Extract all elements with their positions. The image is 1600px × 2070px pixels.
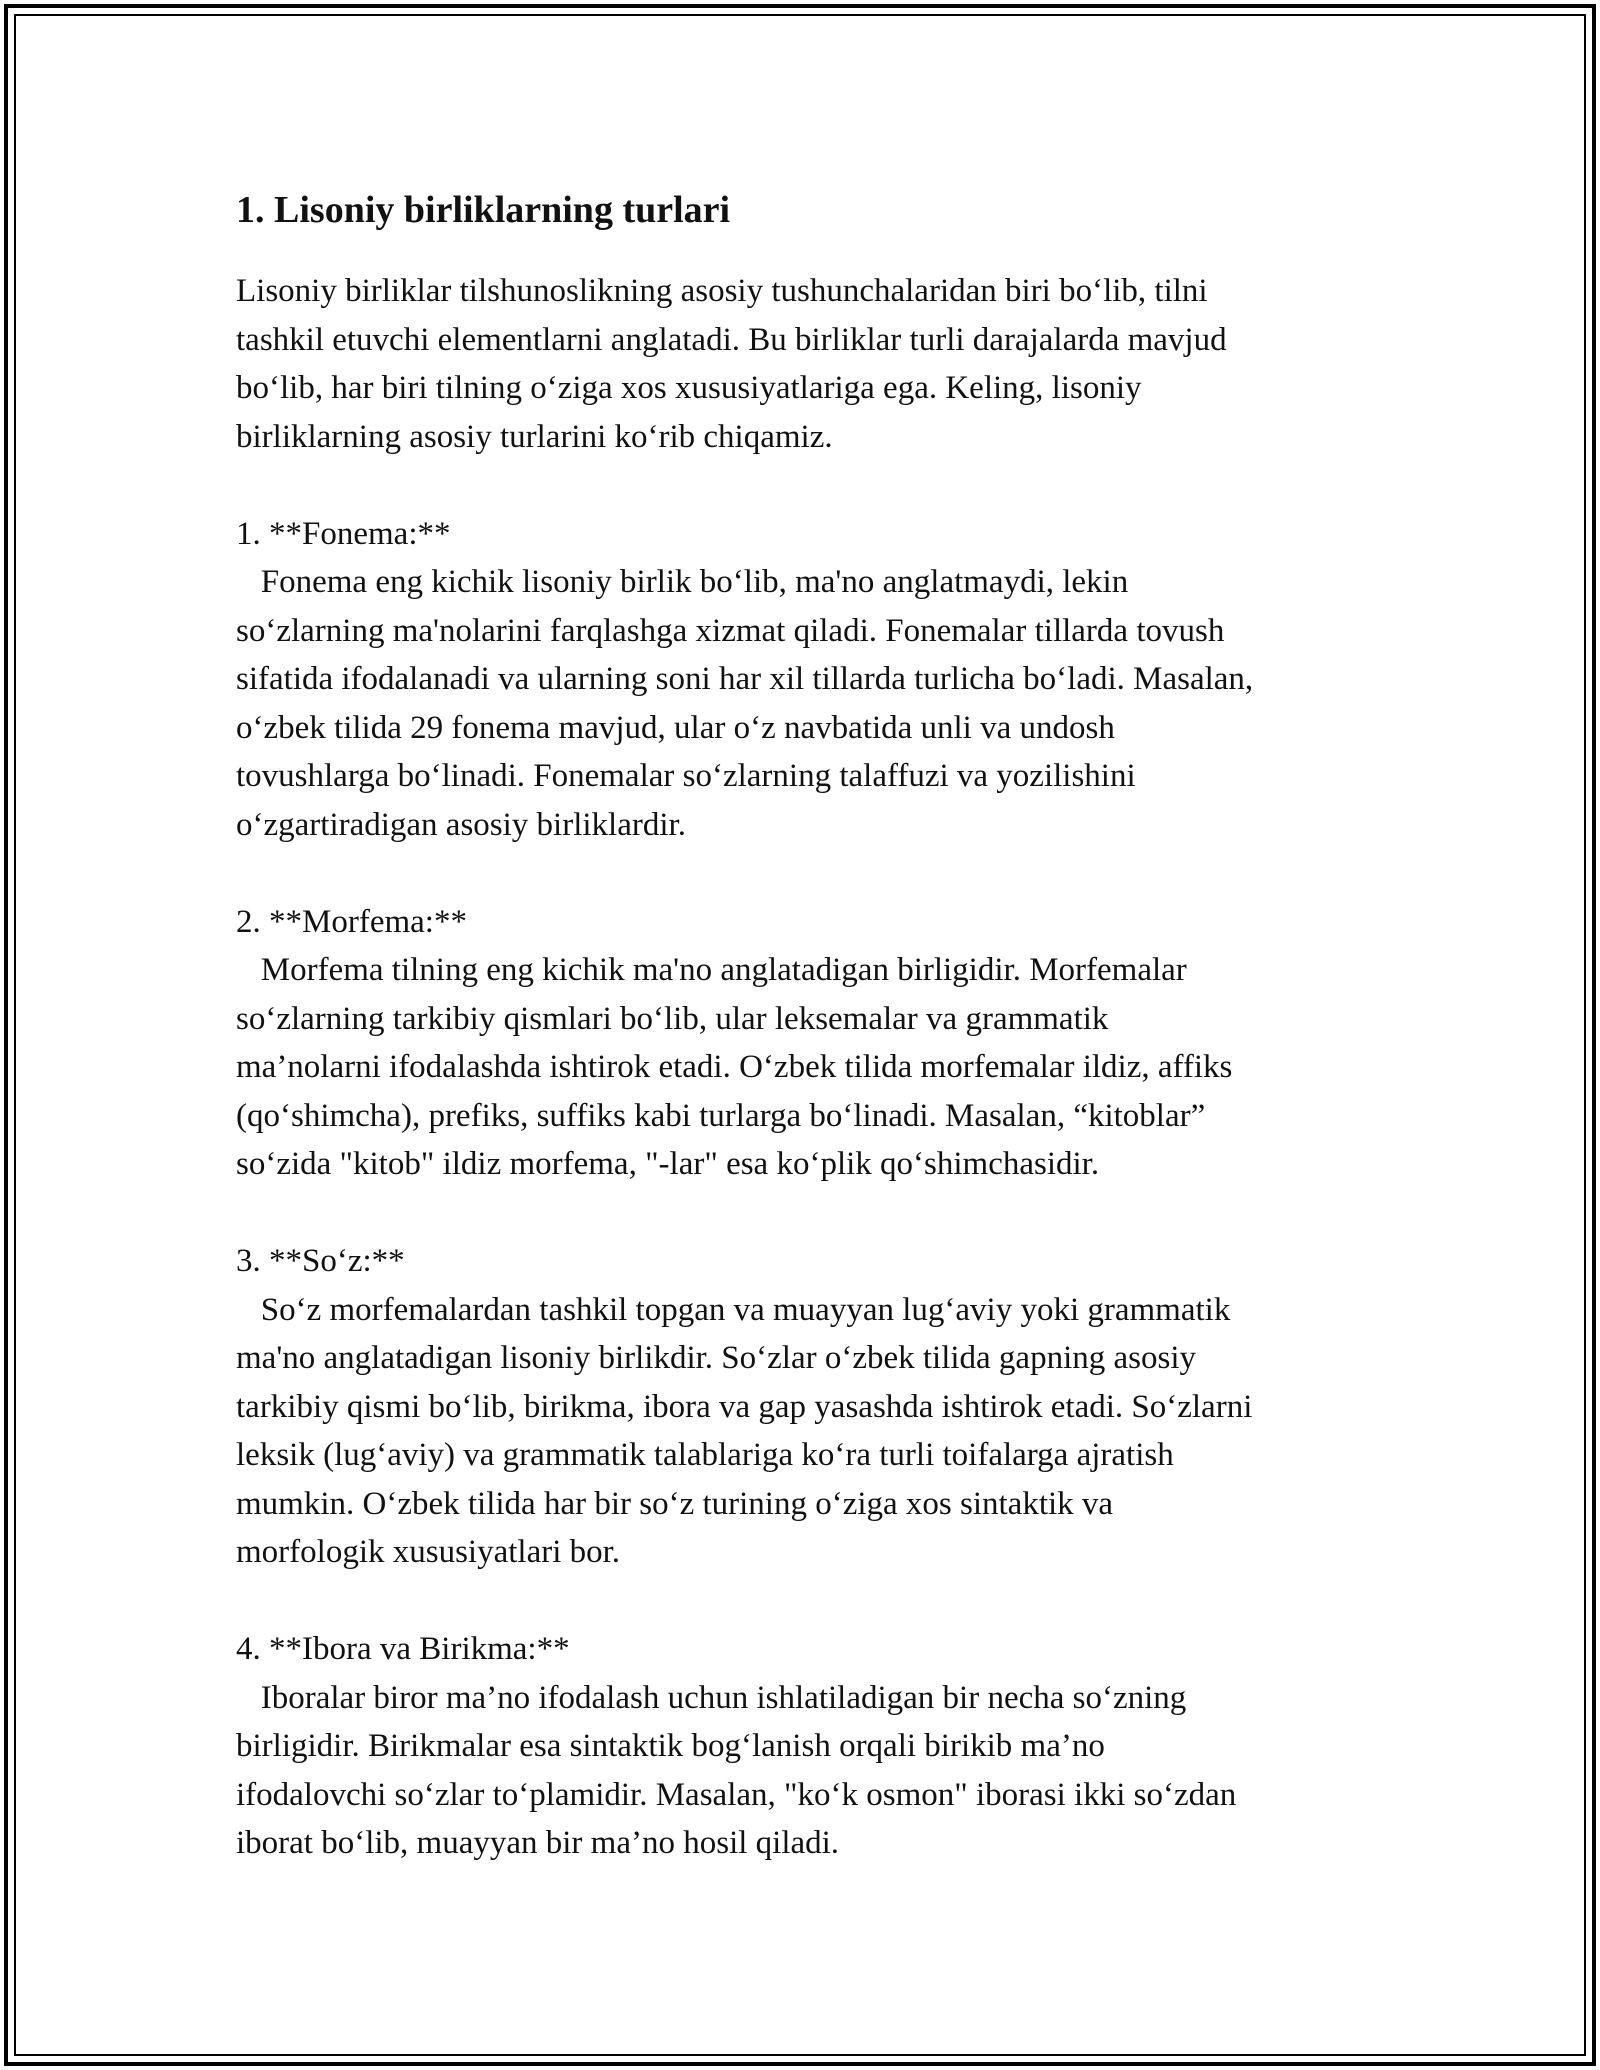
spacer bbox=[236, 461, 1386, 510]
intro-line: bo‘lib, har biri tilning o‘ziga xos xususiyatlariga ega. Keling, lisoniy bbox=[236, 370, 1142, 406]
section-line: tarkibiy qismi bo‘lib, birikma, ibora va gap yasashda ishtirok etadi. So‘zlarni bbox=[236, 1388, 1253, 1425]
section-line: So‘z morfemalardan tashkil topgan va muayyan lug‘aviy yoki grammatik bbox=[236, 1291, 1231, 1328]
section-line: ifodalovchi so‘zlar to‘plamidir. Masalan, "ko‘k osmon" iborasi ikki so‘zdan bbox=[236, 1776, 1237, 1813]
section-line: (qo‘shimcha), prefiks, suffiks kabi turlarga bo‘linadi. Masalan, “kitoblar” bbox=[236, 1097, 1206, 1134]
spacer bbox=[236, 1189, 1386, 1238]
section-line: o‘zgartiradigan asosiy birliklardir. bbox=[236, 806, 686, 843]
section-line: sifatida ifodalanadi va ularning soni har xil tillarda turlicha bo‘ladi. Masalan, bbox=[236, 661, 1254, 697]
section-line: so‘zida "kitob" ildiz morfema, "-lar" esa ko‘plik qo‘shimchasidir. bbox=[236, 1146, 1100, 1182]
intro-line: tashkil etuvchi elementlarni anglatadi. Bu birliklar turli darajalarda mavjud bbox=[236, 321, 1227, 358]
spacer bbox=[236, 849, 1386, 898]
intro-paragraph bbox=[236, 267, 1386, 461]
section-line: morfologik xususiyatlari bor. bbox=[236, 1534, 621, 1570]
section-line: Fonema eng kichik lisoniy birlik bo‘lib, ma'no anglatmaydi, lekin bbox=[236, 564, 1129, 600]
spacer bbox=[236, 1577, 1386, 1626]
section-line: mumkin. O‘zbek tilida har bir so‘z turining o‘ziga xos sintaktik va bbox=[236, 1485, 1114, 1522]
section-line: Morfema tilning eng kichik ma'no anglatadigan birligidir. Morfemalar bbox=[236, 952, 1187, 988]
section-line: leksik (lug‘aviy) va grammatik talablariga ko‘ra turli toifalarga ajratish bbox=[236, 1437, 1174, 1473]
section-ibora-birikma bbox=[236, 1625, 1386, 1868]
section-morfema bbox=[236, 898, 1386, 1189]
section-heading: 4. **Ibora va Birikma:** bbox=[236, 1631, 570, 1667]
document-body bbox=[236, 185, 1386, 1868]
section-soz bbox=[236, 1237, 1386, 1577]
section-line: tovushlarga bo‘linadi. Fonemalar so‘zlarning talaffuzi va yozilishini bbox=[236, 758, 1136, 794]
document-title: 1. Lisoniy birliklarning turlari bbox=[236, 189, 731, 231]
section-line: so‘zlarning ma'nolarini farqlashga xizmat qiladi. Fonemalar tillarda tovush bbox=[236, 612, 1225, 649]
section-heading: 2. **Morfema:** bbox=[236, 903, 467, 940]
section-line: birligidir. Birikmalar esa sintaktik bog‘lanish orqali birikib ma’no bbox=[236, 1728, 1105, 1764]
section-line: so‘zlarning tarkibiy qismlari bo‘lib, ular leksemalar va grammatik bbox=[236, 1000, 1109, 1037]
intro-line: Lisoniy birliklar tilshunoslikning asosiy tushunchalaridan biri bo‘lib, tilni bbox=[236, 273, 1208, 309]
section-line: ma'no anglatadigan lisoniy birlikdir. So‘zlar o‘zbek tilida gapning asosiy bbox=[236, 1340, 1196, 1376]
intro-line: birliklarning asosiy turlarini ko‘rib chiqamiz. bbox=[236, 418, 833, 455]
section-line: ma’nolarni ifodalashda ishtirok etadi. O‘zbek tilida morfemalar ildiz, affiks bbox=[236, 1049, 1233, 1085]
section-heading: 3. **So‘z:** bbox=[236, 1243, 405, 1279]
section-line: o‘zbek tilida 29 fonema mavjud, ular o‘z navbatida unli va undosh bbox=[236, 709, 1115, 746]
section-heading: 1. **Fonema:** bbox=[236, 515, 451, 552]
section-line: iborat bo‘lib, muayyan bir ma’no hosil qiladi. bbox=[236, 1825, 840, 1861]
section-fonema bbox=[236, 510, 1386, 850]
section-line: Iboralar biror ma’no ifodalash uchun ishlatiladigan bir necha so‘zning bbox=[236, 1679, 1187, 1716]
